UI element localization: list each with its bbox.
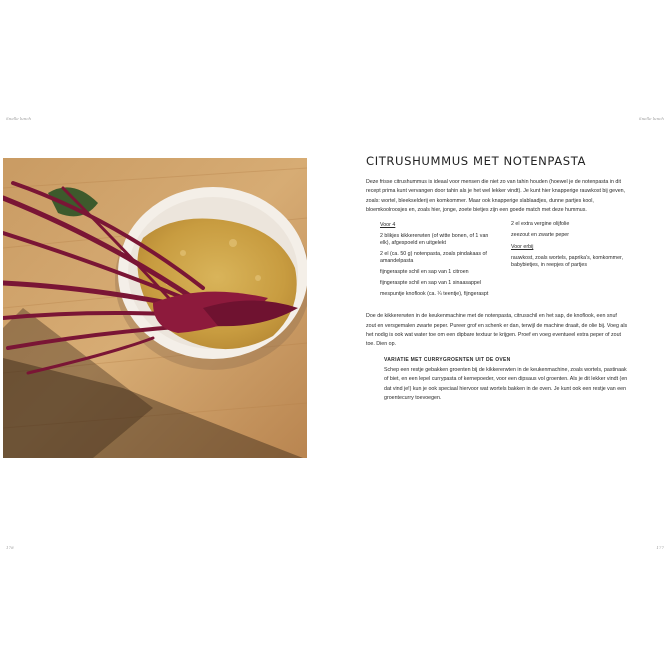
- ingredient-item: rauwkost, zoals wortels, paprika's, komkommer, babybietjes, in reepjes of partjes: [511, 255, 623, 269]
- running-header-left: Snelle lunch: [6, 116, 32, 121]
- variation-text: Schep een restje gebakken groenten bij de kikkererwten in de keukenmachine, zoals wortels, pastinaak of biet, en een lepel currypasta of kernepoeder, voor een dipsaus vol groenten. Als je dit lekker vindt (en dat vind je!) kun je ook speciaal hiervoor wat wortels bakken in de oven. Je kunt ook een restje van een groentecurry toevoegen.: [384, 366, 628, 401]
- page-number-left: 178: [6, 545, 14, 550]
- recipe: [366, 155, 628, 403]
- ingredient-item: 2 el (ca. 50 g) notenpasta, zoals pindakaas of amandelpasta: [380, 251, 487, 265]
- ingredients-serving-heading: Voor 4: [380, 222, 396, 229]
- ingredients: [380, 221, 628, 302]
- ingredient-item: mespuntje knoflook (ca. ¼ teentje), fijngeraspt: [380, 291, 489, 298]
- recipe-variation: [384, 356, 628, 403]
- ingredient-item: fijngeraspte schil en sap van 1 sinaasappel: [380, 280, 482, 287]
- hummus-beetroot-photo: [3, 158, 307, 458]
- page-number-right: 177: [656, 545, 664, 550]
- variation-title: VARIATIE MET CURRYGROENTEN UIT DE OVEN: [384, 356, 511, 363]
- ingredient-item: fijngeraspte schil en sap van 1 citroen: [380, 269, 469, 276]
- recipe-title: CITRUSHUMMUS MET NOTENPASTA: [366, 154, 587, 168]
- ingredient-item: 2 blikjes kikkererwten (of witte bonen, of 1 van elk), afgespoeld en uitgelekt: [380, 233, 489, 247]
- ingredient-item: zeezout en zwarte peper: [511, 232, 570, 239]
- ingredients-column-1: [380, 221, 497, 302]
- ingredients-column-2: [511, 221, 628, 302]
- running-header-right: Snelle lunch: [638, 116, 664, 121]
- ingredient-item: 2 el extra vergine olijfolie: [511, 221, 570, 228]
- recipe-method: Doe de kikkererwten in de keukenmachine met de notenpasta, citrusschil en het sap, de knoflook, een snuf zout en versgemalen zwarte peper. Pureer grof en schenk er dan, terwijl de machine draait, de olie bij. Voeg als het nodig is ook wat water toe om een dipbare textuur te krijgen. Proef en voeg eventueel extra peper of zout toe. Dien op.: [366, 313, 628, 348]
- recipe-intro: Deze frisse citrushummus is ideaal voor mensen die niet zo van tahin houden (hoewel je de notenpasta in dit recept prima kunt vervangen door tahin als je het wel lekker vindt). Je kunt hier knapperige rauwkost bij geven, zoals: wortel, bleekselderij en komkommer. Maar ook knapperige slablaadjes, dunne partjes kool, bloemkoolroosjes en, zoals hier, jonge, zoete bietjes zijn een goede match met deze hummus.: [366, 179, 626, 213]
- ingredients-extra-heading: Voor erbij: [511, 244, 534, 251]
